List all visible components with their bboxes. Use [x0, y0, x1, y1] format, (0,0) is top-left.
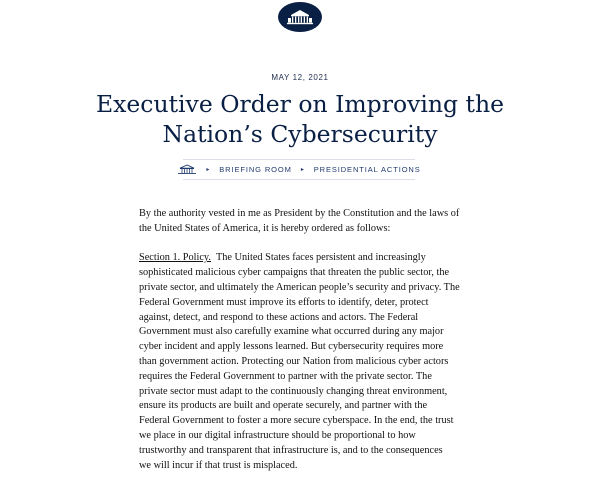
text-line: The United States faces persistent and increasingly	[210, 252, 426, 264]
article-body	[139, 207, 479, 488]
chevron-right-icon: ▸	[300, 167, 305, 173]
text-line: Federal Government to foster a more secure cyberspace. In the end, the trust	[139, 415, 454, 427]
text-line: ensure its products are built and operate securely, and partner with the	[139, 400, 428, 412]
text-line: trustworthy and transparent that infrastructure is, and to the consequences	[139, 444, 443, 456]
section-1-paragraph	[139, 251, 479, 473]
breadcrumb-link-briefing-room[interactable]: BRIEFING ROOM	[219, 165, 292, 174]
chevron-right-icon: ▸	[206, 167, 211, 173]
text-line: requires the Federal Government to partner with the private sector. The	[139, 370, 432, 382]
text-line: cyber incident and apply lessons learned. But cybersecurity requires more	[139, 341, 444, 353]
page-title	[40, 89, 560, 149]
white-house-seal-icon[interactable]	[278, 2, 322, 32]
text-line: we place in our digital infrastructure should be proportional to how	[139, 429, 416, 441]
text-line: sophisticated malicious cyber campaigns that threaten the public sector, the	[139, 267, 450, 279]
breadcrumb	[183, 159, 421, 180]
text-line: Federal Government must improve its efforts to identify, deter, protect	[139, 296, 429, 308]
text-line: private sector, and ultimately the American people’s security and privacy. The	[139, 281, 460, 293]
intro-paragraph	[139, 207, 479, 237]
text-line	[139, 251, 479, 266]
text-line: the United States of America, it is hereby ordered as follows:	[139, 222, 391, 234]
page-title-line: Executive Order on Improving the	[95, 90, 505, 118]
publish-date: MAY 12, 2021	[271, 73, 329, 82]
text-line: against, detect, and respond to these actions and actors. The Federal	[139, 311, 419, 323]
breadcrumb-link-presidential-actions[interactable]: PRESIDENTIAL ACTIONS	[313, 165, 421, 174]
page-title-line: Nation’s Cybersecurity	[162, 120, 438, 148]
white-house-icon[interactable]	[177, 164, 197, 175]
section-heading: Section 1. Policy.	[139, 252, 211, 264]
text-line: By the authority vested in me as President by the Constitution and the laws of	[139, 208, 460, 219]
text-line: we will incur if that trust is misplaced.	[139, 459, 298, 471]
text-line: than government action. Protecting our Nation from malicious cyber actors	[139, 355, 449, 367]
text-line: private sector must adapt to the continuously changing threat environment,	[139, 385, 448, 397]
text-line: Government must also carefully examine what occurred during any major	[139, 326, 444, 338]
